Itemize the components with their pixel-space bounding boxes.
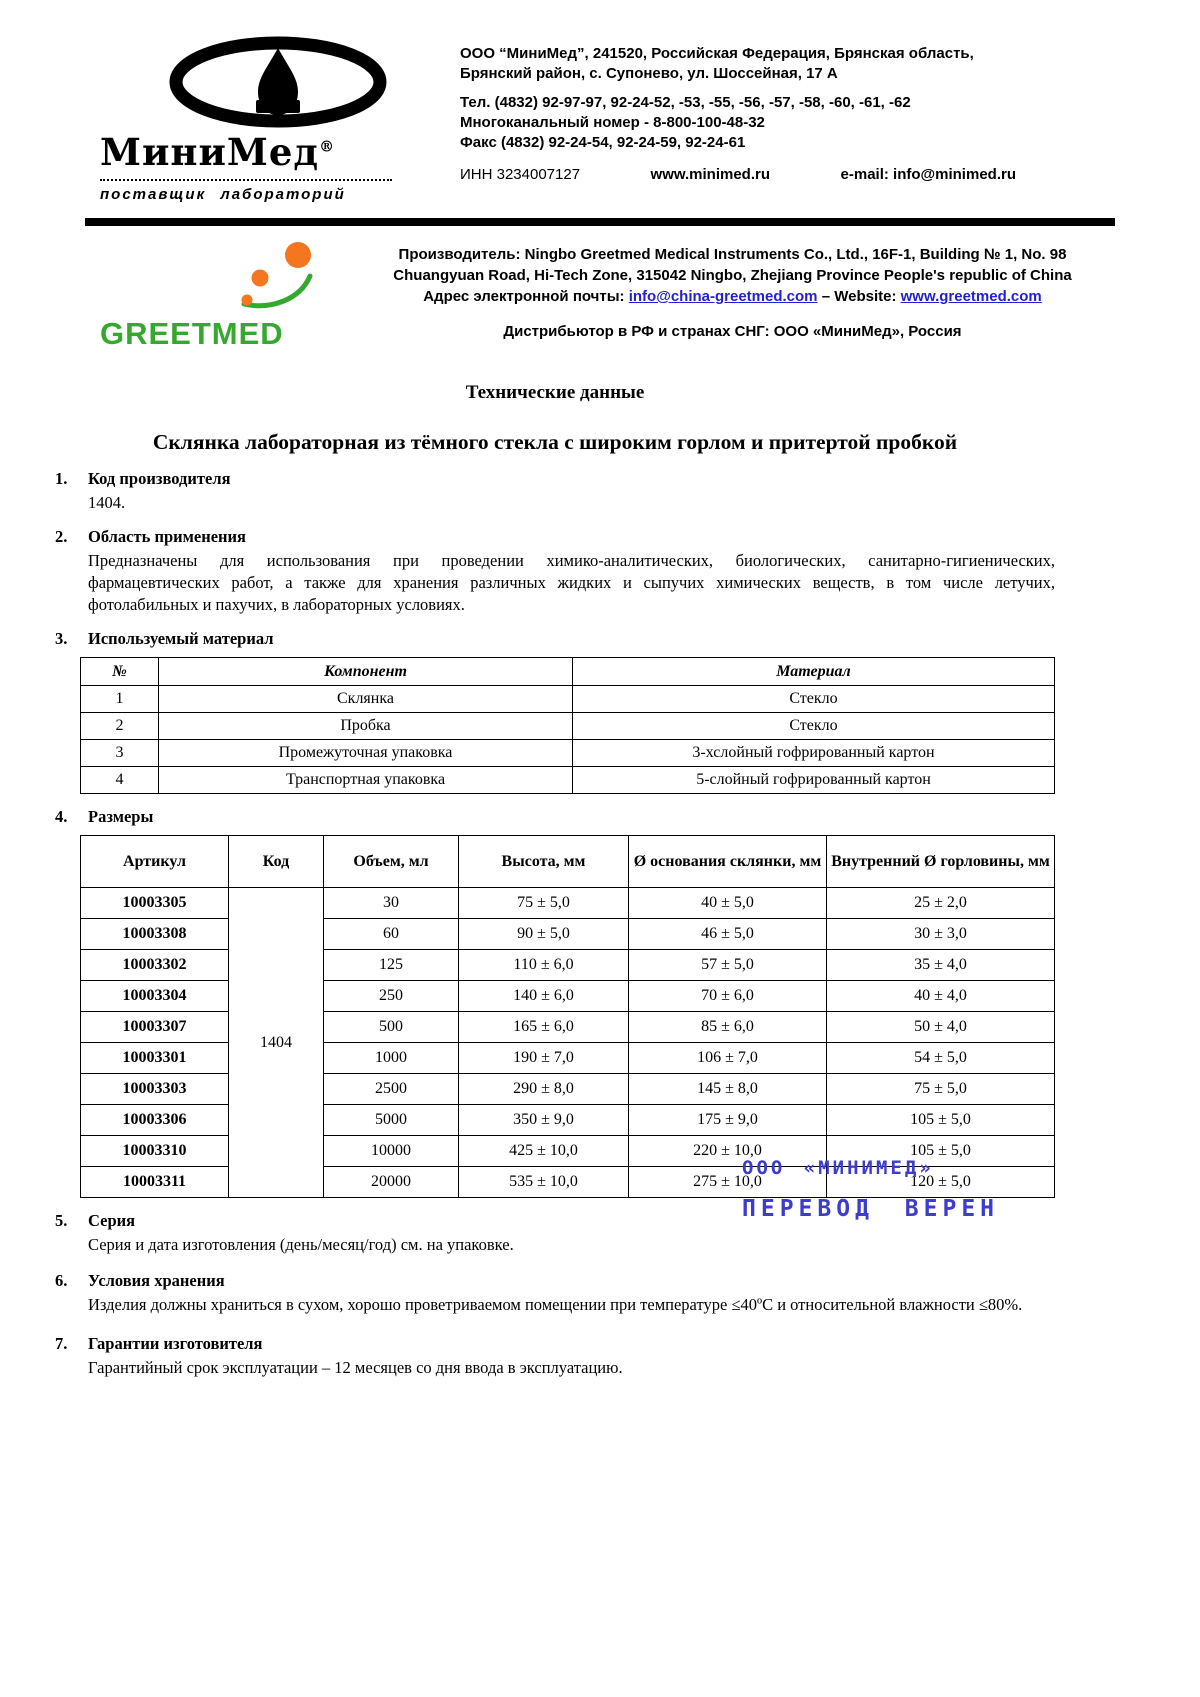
registered-mark: ® xyxy=(319,137,336,156)
email-label: Адрес электронной почты: xyxy=(423,288,629,305)
manufacturer-banner xyxy=(100,238,1115,352)
cell-base: 175 ± 9,0 xyxy=(629,1105,827,1136)
col-material-header: Материал xyxy=(573,658,1055,686)
cell-height: 90 ± 5,0 xyxy=(459,919,629,950)
cell-height: 165 ± 6,0 xyxy=(459,1012,629,1043)
section-dimensions xyxy=(55,807,1055,1198)
address-line-1: ООО “МиниМед”, 241520, Российская Федерация, Брянская область, xyxy=(460,45,974,62)
col-num-header: № xyxy=(81,658,159,686)
section-title: Область применения xyxy=(88,527,246,546)
cell-volume: 60 xyxy=(324,919,459,950)
section-text: 1404. xyxy=(88,493,126,512)
greetmed-wordmark: GREETMED xyxy=(100,316,284,351)
cell-height: 110 ± 6,0 xyxy=(459,950,629,981)
section-title: Гарантии изготовителя xyxy=(88,1334,263,1353)
table-row xyxy=(81,919,1055,950)
section-title: Серия xyxy=(88,1211,136,1230)
cell-height: 140 ± 6,0 xyxy=(459,981,629,1012)
section-heading xyxy=(55,629,1055,649)
cell-volume: 30 xyxy=(324,888,459,919)
brand-tagline: поставщик лабораторий xyxy=(100,179,392,203)
brand-text: МиниМед xyxy=(100,130,320,174)
section-title: Используемый материал xyxy=(88,629,274,648)
cell-volume: 5000 xyxy=(324,1105,459,1136)
website-link[interactable]: www.minimed.ru xyxy=(650,166,771,183)
contact-info xyxy=(460,36,1016,203)
cell-height: 75 ± 5,0 xyxy=(459,888,629,919)
cell-article: 10003311 xyxy=(81,1167,229,1198)
product-title: Склянка лабораторная из тёмного стекла с широким горлом и притертой пробкой xyxy=(152,430,958,454)
producer-contacts xyxy=(350,286,1115,307)
cell-height: 290 ± 8,0 xyxy=(459,1074,629,1105)
table-row xyxy=(81,1012,1055,1043)
section-heading xyxy=(55,1271,1055,1291)
table-row xyxy=(81,740,1055,767)
section-text: Серия и дата изготовления (день/месяц/год) см. на упаковке. xyxy=(88,1235,514,1254)
section-heading xyxy=(55,1334,1055,1354)
cell-article: 10003308 xyxy=(81,919,229,950)
cell-height: 425 ± 10,0 xyxy=(459,1136,629,1167)
cell-neck: 54 ± 5,0 xyxy=(827,1043,1055,1074)
table-row xyxy=(81,888,1055,919)
cell-base: 85 ± 6,0 xyxy=(629,1012,827,1043)
table-row xyxy=(81,981,1055,1012)
website-label: – Website: xyxy=(817,288,901,305)
cell-height: 350 ± 9,0 xyxy=(459,1105,629,1136)
cell-base: 40 ± 5,0 xyxy=(629,888,827,919)
section-text: Изделия должны храниться в сухом, хорошо проветриваемом помещении при температуре ≤40ºС и относительной влажности ≤80%. xyxy=(88,1295,1023,1314)
cell-base: 220 ± 10,0 xyxy=(629,1136,827,1167)
cell-article: 10003310 xyxy=(81,1136,229,1167)
inn-row xyxy=(460,165,1016,185)
cell-base: 46 ± 5,0 xyxy=(629,919,827,950)
cell-component: Склянка xyxy=(159,686,573,713)
sizes-table xyxy=(80,835,1055,1198)
stamp-translation-correct: ПЕРЕВОД ВЕРЕН xyxy=(742,1196,1000,1222)
cell-article: 10003305 xyxy=(81,888,229,919)
section-title: Размеры xyxy=(88,807,154,826)
table-row xyxy=(81,1074,1055,1105)
greetmed-figure-icon xyxy=(160,240,350,316)
distributor-line: Дистрибьютор в РФ и странах СНГ: ООО «МиниМед», Россия xyxy=(503,323,962,340)
col-height-header: Высота, мм xyxy=(459,836,629,888)
materials-table xyxy=(80,657,1055,794)
phone-line: Тел. (4832) 92-97-97, 92-24-52, -53, -55, -56, -57, -58, -60, -61, -62 xyxy=(460,94,911,111)
cell-article: 10003302 xyxy=(81,950,229,981)
cell-num: 2 xyxy=(81,713,159,740)
section-number: 5. xyxy=(55,1211,68,1230)
table-header-row xyxy=(81,658,1055,686)
minimed-flame-icon xyxy=(168,36,388,128)
email-link[interactable]: e-mail: info@minimed.ru xyxy=(840,166,1016,183)
section-manufacturer-code xyxy=(55,469,1055,514)
cell-height: 190 ± 7,0 xyxy=(459,1043,629,1074)
cell-volume: 250 xyxy=(324,981,459,1012)
cell-neck: 40 ± 4,0 xyxy=(827,981,1055,1012)
cell-num: 1 xyxy=(81,686,159,713)
section-number: 3. xyxy=(55,629,68,648)
section-number: 7. xyxy=(55,1334,68,1353)
cell-neck: 105 ± 5,0 xyxy=(827,1105,1055,1136)
cell-material: 3-хслойный гофрированный картон xyxy=(573,740,1055,767)
cell-neck: 35 ± 4,0 xyxy=(827,950,1055,981)
cell-neck: 120 ± 5,0 xyxy=(827,1167,1055,1198)
cell-volume: 125 xyxy=(324,950,459,981)
table-row xyxy=(81,713,1055,740)
table-header-row xyxy=(81,836,1055,888)
section-title: Условия хранения xyxy=(88,1271,225,1290)
cell-volume: 10000 xyxy=(324,1136,459,1167)
cell-neck: 30 ± 3,0 xyxy=(827,919,1055,950)
col-base-diameter-header: Ø основания склянки, мм xyxy=(629,836,827,888)
cell-neck: 25 ± 2,0 xyxy=(827,888,1055,919)
translation-stamp xyxy=(742,1157,999,1222)
letterhead-header xyxy=(100,36,1115,203)
cell-num: 3 xyxy=(81,740,159,767)
minimed-logo xyxy=(100,36,400,203)
cell-base: 275 ± 10,0 xyxy=(629,1167,827,1198)
col-volume-header: Объем, мл xyxy=(324,836,459,888)
manufacturer-info xyxy=(350,238,1115,352)
section-heading xyxy=(55,807,1055,827)
cell-volume: 2500 xyxy=(324,1074,459,1105)
producer-line-2: Chuangyuan Road, Hi-Tech Zone, 315042 Ningbo, Zhejiang Province People's republic of China xyxy=(393,267,1072,284)
section-number: 6. xyxy=(55,1271,68,1290)
cell-article: 10003306 xyxy=(81,1105,229,1136)
greetmed-website-link[interactable]: www.greetmed.com xyxy=(900,288,1042,305)
cell-component: Промежуточная упаковка xyxy=(159,740,573,767)
section-number: 2. xyxy=(55,527,68,546)
multichannel-line: Многоканальный номер - 8-800-100-48-32 xyxy=(460,114,765,131)
section-title: Код производителя xyxy=(88,469,231,488)
table-row xyxy=(81,1043,1055,1074)
section-warranty xyxy=(55,1334,1055,1379)
address-line-2: Брянский район, с. Супонево, ул. Шоссейная, 17 А xyxy=(460,65,838,82)
cell-base: 70 ± 6,0 xyxy=(629,981,827,1012)
section-storage xyxy=(55,1271,1055,1316)
section-materials xyxy=(55,629,1055,794)
title-block xyxy=(55,382,1055,455)
cell-material: 5-слойный гофрированный картон xyxy=(573,767,1055,794)
cell-article: 10003304 xyxy=(81,981,229,1012)
producer-line-1: Производитель: Ningbo Greetmed Medical Instruments Co., Ltd., 16F-1, Building № 1, No. 98 xyxy=(398,246,1067,263)
section-number: 1. xyxy=(55,469,68,488)
cell-volume: 1000 xyxy=(324,1043,459,1074)
cell-article: 10003303 xyxy=(81,1074,229,1105)
cell-code: 1404 xyxy=(229,888,324,1198)
col-component-header: Компонент xyxy=(159,658,573,686)
cell-height: 535 ± 10,0 xyxy=(459,1167,629,1198)
table-row xyxy=(81,767,1055,794)
cell-material: Стекло xyxy=(573,713,1055,740)
document-title: Технические данные xyxy=(465,382,645,403)
table-row xyxy=(81,686,1055,713)
stamp-company-name: ООО «МИНИМЕД» xyxy=(742,1157,934,1179)
section-heading xyxy=(55,469,1055,489)
cell-article: 10003307 xyxy=(81,1012,229,1043)
cell-volume: 20000 xyxy=(324,1167,459,1198)
company-address xyxy=(460,44,1016,84)
cell-neck: 105 ± 5,0 xyxy=(827,1136,1055,1167)
document-body xyxy=(55,469,1055,1379)
cell-component: Транспортная упаковка xyxy=(159,767,573,794)
col-code-header: Код xyxy=(229,836,324,888)
section-heading xyxy=(55,527,1055,547)
section-number: 4. xyxy=(55,807,68,826)
cell-material: Стекло xyxy=(573,686,1055,713)
table-row xyxy=(81,950,1055,981)
cell-num: 4 xyxy=(81,767,159,794)
section-text: Предназначены для использования при проведении химико-аналитических, биологических, санитарно-гигиенических, фармацевтических работ, а также для хранения различных жидких и сыпучих химических веществ, в том числе летучих, фотолабильных и пахучих, в лабораторных условиях. xyxy=(88,551,1055,614)
cell-base: 106 ± 7,0 xyxy=(629,1043,827,1074)
cell-neck: 50 ± 4,0 xyxy=(827,1012,1055,1043)
cell-article: 10003301 xyxy=(81,1043,229,1074)
fax-line: Факс (4832) 92-24-54, 92-24-59, 92-24-61 xyxy=(460,134,746,151)
cell-neck: 75 ± 5,0 xyxy=(827,1074,1055,1105)
greetmed-logo xyxy=(100,238,350,352)
cell-volume: 500 xyxy=(324,1012,459,1043)
col-neck-diameter-header: Внутренний Ø горловины, мм xyxy=(827,836,1055,888)
cell-base: 145 ± 8,0 xyxy=(629,1074,827,1105)
col-article-header: Артикул xyxy=(81,836,229,888)
table-row xyxy=(81,1105,1055,1136)
phone-block xyxy=(460,93,1016,153)
section-text: Гарантийный срок эксплуатации – 12 месяцев со дня ввода в эксплуатацию. xyxy=(88,1358,623,1377)
cell-component: Пробка xyxy=(159,713,573,740)
inn-number: ИНН 3234007127 xyxy=(460,166,581,183)
greetmed-email-link[interactable]: info@china-greetmed.com xyxy=(628,288,818,305)
cell-base: 57 ± 5,0 xyxy=(629,950,827,981)
brand-name xyxy=(100,130,400,174)
header-divider-bar xyxy=(85,218,1115,226)
section-application xyxy=(55,527,1055,616)
